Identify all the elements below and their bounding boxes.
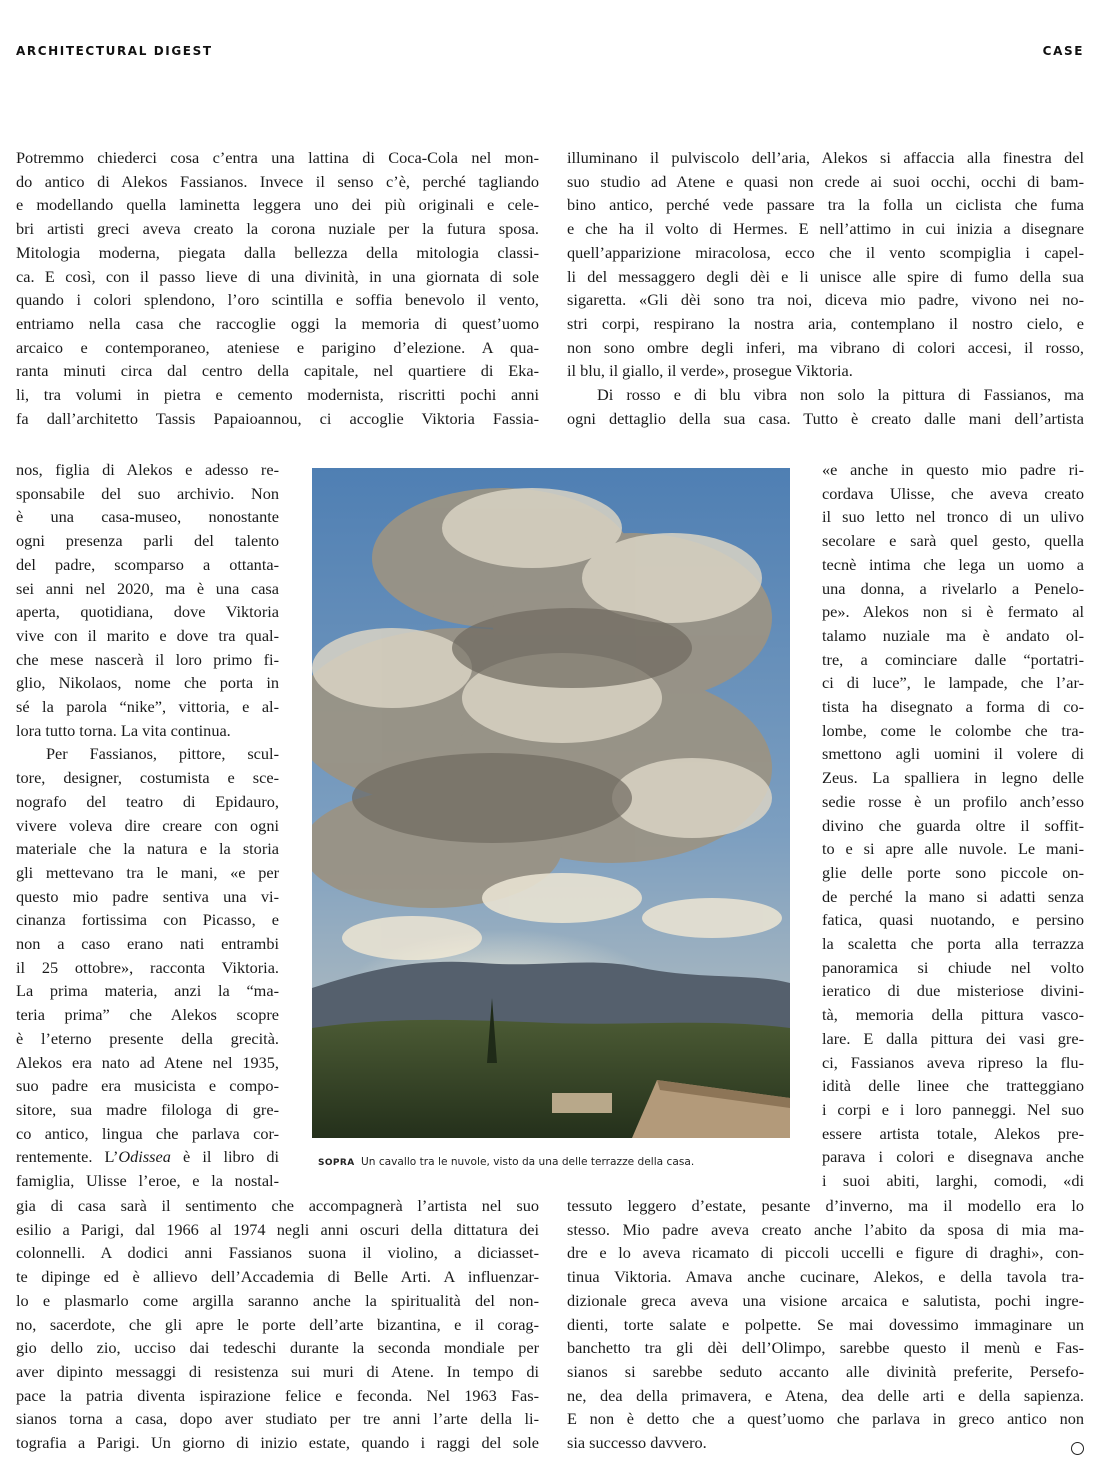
text-line: i corpi e i loro panneggi. Nel suo <box>822 1100 1084 1119</box>
text-line: vivere voleva dire creare con ogni <box>16 816 279 835</box>
text-line: gia di casa sarà il sentimento che accompagnerà l’artista nel suo <box>16 1196 539 1215</box>
text-line: fa dall’architetto Tassis Papaioannou, ci accoglie Viktoria Fassia- <box>16 409 539 428</box>
text-line: dizionale greca aveva una visione arcaica e salutista, pochi ingre- <box>567 1291 1084 1310</box>
text-line: il blu, il giallo, il verde», prosegue Viktoria. <box>567 361 853 380</box>
book-title: Odissea <box>118 1147 171 1166</box>
text-line: divino che guarda oltre il soffit- <box>822 816 1084 835</box>
text-line: glie delle porte sono piccole on- <box>822 863 1084 882</box>
text-line: Zeus. La spalliera in legno delle <box>822 768 1084 787</box>
text-line: esilio a Parigi, dal 1966 al 1974 negli anni oscuri della dittatura dei <box>16 1220 539 1239</box>
text-line: sponsabile del suo archivio. Non <box>16 484 279 503</box>
text-line: dienti, torte salate e polpette. Se mai dovessimo immaginare un <box>567 1315 1084 1334</box>
text-line: colonnelli. A dodici anni Fassianos suona il violino, a diciasset- <box>16 1243 539 1262</box>
text-line: sei anni nel 2020, ma è una casa <box>16 579 279 598</box>
text-line: pe». Alekos non si è fermato al <box>822 602 1084 621</box>
text-line: tessuto leggero d’estate, pesante d’inverno, ma il modello era lo <box>567 1196 1084 1215</box>
text-line: nografo del teatro di Epidauro, <box>16 792 279 811</box>
text-line: una donna, a rivelarlo a Penelo- <box>822 579 1084 598</box>
text-line: tre, a cominciare dalle “portatri- <box>822 650 1084 669</box>
text-line: Mitologia moderna, piegata dalla bellezza della mitologia classi- <box>16 243 539 262</box>
text-line: illuminano il pulviscolo dell’aria, Alekos si affaccia alla finestra del <box>567 148 1084 167</box>
text-line: suo padre era musicista e compo- <box>16 1076 279 1095</box>
text-line: tecnè intima che lega un uomo a <box>822 555 1084 574</box>
text-line: la scaletta che porta alla terrazza <box>822 934 1084 953</box>
text-line: tinua Viktoria. Amava anche cucinare, Alekos, e della tavola tra- <box>567 1267 1084 1286</box>
text-line: arcaico e contemporaneo, ateniese e parigino d’elezione. A qua- <box>16 338 539 357</box>
text-line: Potremmo chiederci cosa c’entra una lattina di Coca-Cola nel mon- <box>16 148 539 167</box>
text-line: bri artisti greci aveva creato la corona nuziale per la futura sposa. <box>16 219 539 238</box>
text-line: ne, dea della primavera, e Atena, dea delle arti e della sapienza. <box>567 1386 1084 1405</box>
text-line: ci di luce”, le lampade, che l’ar- <box>822 673 1084 692</box>
text-line: tografia a Parigi. Un giorno di inizio estate, quando i raggi del sole <box>16 1433 539 1452</box>
text-line: suo studio ad Atene e quasi non crede ai suoi occhi, occhi di bam- <box>567 172 1084 191</box>
text-line: te dipinge ed è allievo dell’Accademia di Belle Arti. A influenzar- <box>16 1267 539 1286</box>
text-line: ci, Fassianos aveva ripreso la flu- <box>822 1053 1084 1072</box>
text-line: no, sacerdote, che gli apre le porte dell’arte bizantina, e il corag- <box>16 1315 539 1334</box>
magazine-name: ARCHITECTURAL DIGEST <box>16 44 213 58</box>
text-line: sedie rosse è un profilo anch’esso <box>822 792 1084 811</box>
text-line: questo mio padre sentiva una vi- <box>16 887 279 906</box>
text-line: stri corpi, respirano la nostra aria, contemplano il nostro cielo, e <box>567 314 1084 333</box>
text-line: sia successo davvero. <box>567 1433 707 1452</box>
text-line: parava i colori e disegnava anche <box>822 1147 1084 1166</box>
text-line: vive con il marito e dove tra qual- <box>16 626 279 645</box>
text-line: Di rosso e di blu vibra non solo la pittura di Fassianos, ma <box>597 385 1084 404</box>
section-name: CASE <box>1042 44 1084 58</box>
text-line: famiglia, Ulisse l’eroe, e la nostal- <box>16 1171 279 1190</box>
photo-caption <box>318 1156 798 1168</box>
text-line: non a caso erano nati entrambi <box>16 934 279 953</box>
text-line: e modellando quella laminetta leggera uno dei più originali e cele- <box>16 195 539 214</box>
text-line: sé la parola “nike”, vittoria, e al- <box>16 697 279 716</box>
text-line: ca. E così, con il passo lieve di una divinità, in una giornata di sole <box>16 267 539 286</box>
text-line: lora tutto torna. La vita continua. <box>16 721 231 740</box>
text-line: glio, Nikolaos, nome che porta in <box>16 673 279 692</box>
text-line: fatica, quasi nuotando, e persino <box>822 910 1084 929</box>
text-line: gio dello zio, ucciso dai tedeschi durante la seconda mondiale per <box>16 1338 539 1357</box>
text-line: ranta minuti circa dal centro della capitale, nel quartiere di Eka- <box>16 361 539 380</box>
text-line: tà, memoria della pittura vasco- <box>822 1005 1084 1024</box>
text-line: secolare e sarà quel gesto, quella <box>822 531 1084 550</box>
text-line: bino antico, perché vede passare tra la folla un ciclista che fuma <box>567 195 1084 214</box>
text-line: Per Fassianos, pittore, scul- <box>46 744 279 763</box>
text-line: ogni presenza parli del talento <box>16 531 279 550</box>
text-line: non sono ombre degli inferi, ma vibrano di colori accesi, il rosso, <box>567 338 1084 357</box>
text-line: La prima materia, anzi la “ma- <box>16 981 279 1000</box>
text-line: pace la patria diventa ispirazione felice e feconda. Nel 1963 Fas- <box>16 1386 539 1405</box>
text-line: materiale che la natura e la storia <box>16 839 279 858</box>
text-line: sitore, sua madre filologa di gre- <box>16 1100 279 1119</box>
text-line: «e anche in questo mio padre ri- <box>822 460 1084 479</box>
text-line: ieratico di due misteriose divini- <box>822 981 1084 1000</box>
text-line: il suo letto nel tronco di un ulivo <box>822 507 1084 526</box>
text-line: lare. E dalla pittura dei vasi gre- <box>822 1029 1084 1048</box>
text-line: talamo nuziale ma è andato ol- <box>822 626 1084 645</box>
text-line: i suoi abiti, larghi, comodi, «di <box>822 1171 1084 1190</box>
text-line: gli mettevano tra le mani, «e per <box>16 863 279 882</box>
text-line: E non è detto che a quest’uomo che parlava in greco antico non <box>567 1409 1084 1428</box>
text-line: del padre, scomparso a ottanta- <box>16 555 279 574</box>
text-line: rentemente. L’Odissea è il libro di <box>16 1147 279 1166</box>
text-line: quando i colori splendono, l’oro scintilla e soffia benevolo il vento, <box>16 290 539 309</box>
text-line: sigaretta. «Gli dèi sono tra noi, diceva mio padre, vivono nei no- <box>567 290 1084 309</box>
text-line: co antico, lingua che parlava cor- <box>16 1124 279 1143</box>
photo-sky-clouds <box>312 468 790 1138</box>
text-line: teria prima” che Alekos scopre <box>16 1005 279 1024</box>
text-line: quell’apparizione miracolosa, ecco che il vento scompiglia i capel- <box>567 243 1084 262</box>
text-line: do antico di Alekos Fassianos. Invece il senso c’è, perché tagliando <box>16 172 539 191</box>
text-line: ogni dettaglio della sua casa. Tutto è creato dalle mani dell’artista <box>567 409 1084 428</box>
text-line: sianos si sarebbe seduto accanto alle divinità preferite, Persefo- <box>567 1362 1084 1381</box>
text-line: li, tra volumi in pietra e cemento modernista, riscritti pochi anni <box>16 385 539 404</box>
text-line: dre e lo aveva ricamato di piccoli uccelli e figure di draghi», con- <box>567 1243 1084 1262</box>
text-line: e che ha il volto di Hermes. E nell’attimo in cui inizia a disegnare <box>567 219 1084 238</box>
text-line: è una casa-museo, nonostante <box>16 507 279 526</box>
text-line: è l’eterno presente della grecità. <box>16 1029 279 1048</box>
caption-label: SOPRA <box>318 1158 355 1168</box>
text-line: idità delle linee che tratteggiano <box>822 1076 1084 1095</box>
text-line: sianos torna a casa, dopo aver studiato per tre anni l’arte della li- <box>16 1409 539 1428</box>
text-line: panoramica si chiude nel volto <box>822 958 1084 977</box>
article-end-mark <box>1071 1442 1084 1455</box>
text-line: to e si apre alle nuvole. Le mani- <box>822 839 1084 858</box>
text-line: essere artista totale, Alekos pre- <box>822 1124 1084 1143</box>
text-line: lo e plasmarlo come argilla saranno anche la spiritualità del non- <box>16 1291 539 1310</box>
text-line: Alekos era nato ad Atene nel 1935, <box>16 1053 279 1072</box>
text-line: il 25 ottobre», racconta Viktoria. <box>16 958 279 977</box>
text-line: entriamo nella casa che raccoglie oggi la memoria di quest’uomo <box>16 314 539 333</box>
text-line: tista ha disegnato a forma di co- <box>822 697 1084 716</box>
text-line: smettono agli uomini il volere di <box>822 744 1084 763</box>
text-line: stesso. Mio padre aveva creato anche l’abito da sposa di mia ma- <box>567 1220 1084 1239</box>
photo-illustration <box>312 468 790 1138</box>
text-line: de perché la mano si adatti senza <box>822 887 1084 906</box>
text-line: nos, figlia di Alekos e adesso re- <box>16 460 279 479</box>
text-line: cordava Ulisse, che aveva creato <box>822 484 1084 503</box>
text-line: banchetto tra gli dèi dell’Olimpo, sarebbe questo il menù e Fas- <box>567 1338 1084 1357</box>
text-line: aperta, quotidiana, dove Viktoria <box>16 602 279 621</box>
text-line: che mese nascerà il loro primo fi- <box>16 650 279 669</box>
text-line: lombe, come le colombe che tra- <box>822 721 1084 740</box>
text-line: tore, designer, costumista e sce- <box>16 768 279 787</box>
text-line: li del messaggero degli dèi e li unisce alle spire di fumo della sua <box>567 267 1084 286</box>
text-line: cinanza fortissima con Picasso, e <box>16 910 279 929</box>
caption-text: Un cavallo tra le nuvole, visto da una delle terrazze della casa. <box>361 1156 695 1168</box>
text-line: aver dipinto messaggi di resistenza sui muri di Atene. In tempo di <box>16 1362 539 1381</box>
